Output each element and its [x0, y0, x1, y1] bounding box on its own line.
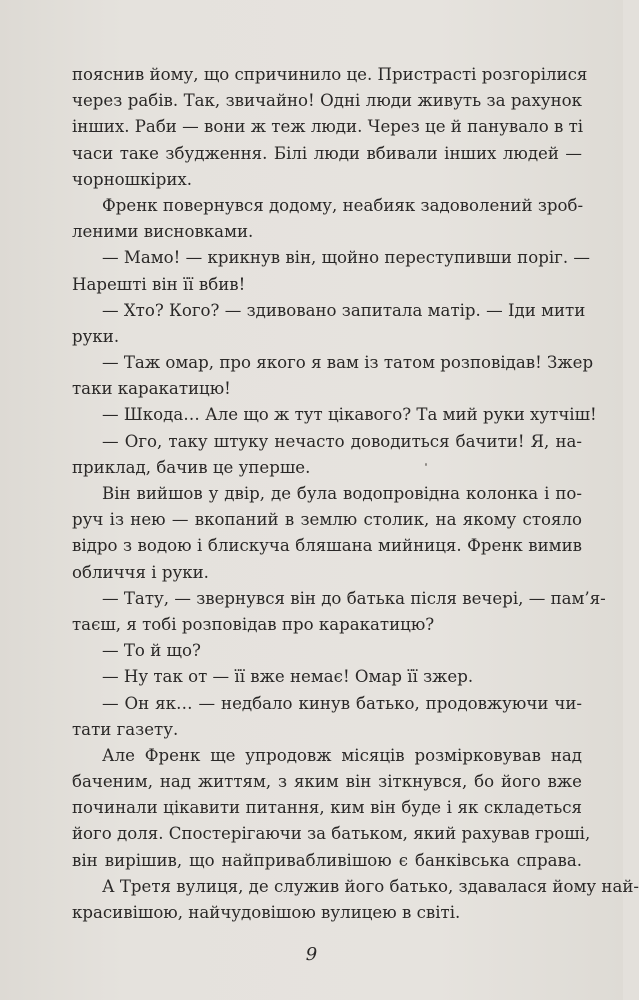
text-line: — Ну так от — її вже немає! Омар її зжер. [102, 667, 474, 687]
text-line: руч із нею — вкопаний в землю столик, на якому стояло [72, 510, 582, 530]
text-line: Але Френк ще упродовж місяців розмірковував над [102, 745, 582, 765]
text-line: баченим, над життям, з яким він зіткнувся, бо його вже [72, 772, 582, 792]
paper-speck [425, 463, 427, 466]
text-line: Нарешті він її вбив! [72, 274, 246, 294]
text-line: чорношкірих. [72, 169, 193, 189]
text-line: — Таж омар, про якого я вам із татом розповідав! Зжер [102, 353, 594, 373]
text-line: приклад, бачив це уперше. [72, 457, 311, 477]
text-line: його доля. Спостерігаючи за батьком, який рахував гроші, [72, 824, 591, 844]
text-line: відро з водою і блискуча бляшана мийниця. Френк вимив [72, 536, 582, 556]
text-line: таки каракатицю! [72, 379, 231, 399]
text-line: пояснив йому, що спричинило це. Пристрасті розгорілися [72, 65, 588, 84]
text-line: Френк повернувся додому, неабияк задоволений зроб- [102, 195, 584, 215]
text-line: таєш, я тобі розповідав про каракатицю? [72, 614, 435, 634]
text-line: красивішою, найчудовішою вулицею в світі. [72, 903, 461, 922]
text-line: — Хто? Кого? — здивовано запитала матір. — Іди мити [102, 300, 586, 320]
text-line: — Он як… — недбало кинув батько, продовжуючи чи- [102, 693, 582, 713]
text-line: — Мамо! — крикнув він, щойно переступивши поріг. — [102, 248, 590, 268]
text-line: тати газету. [72, 719, 179, 739]
text-line: — Тату, — звернувся він до батька після вечері, — пам’я- [102, 588, 606, 608]
text-line: Він вийшов у двір, де була водопровідна колонка і по- [102, 484, 582, 503]
text-line: А Третя вулиця, де служив його батько, здавалася йому най- [102, 876, 639, 896]
text-line: він вирішив, що найпривабливішою є банківська справа. [72, 850, 582, 870]
text-line: леними висновками. [72, 222, 254, 242]
text-line: — Ого, таку штуку нечасто доводиться бачити! Я, на- [102, 431, 582, 451]
page-text [72, 62, 639, 926]
text-line: часи таке збудження. Білі люди вбивали інших людей — [72, 143, 582, 163]
text-line: — Шкода… Але що ж тут цікавого? Та мий руки хутчіш! [102, 405, 597, 425]
text-line: через рабів. Так, звичайно! Одні люди живуть за рахунок [72, 91, 582, 111]
text-line: — То й що? [102, 641, 201, 661]
text-line: починали цікавити питання, ким він буде і як складеться [72, 798, 582, 818]
text-line: інших. Раби — вони ж теж люди. Через це й панувало в ті [72, 117, 584, 137]
text-line: руки. [72, 326, 120, 346]
page-number: 9 [305, 944, 318, 965]
text-line: обличчя і руки. [72, 562, 209, 582]
